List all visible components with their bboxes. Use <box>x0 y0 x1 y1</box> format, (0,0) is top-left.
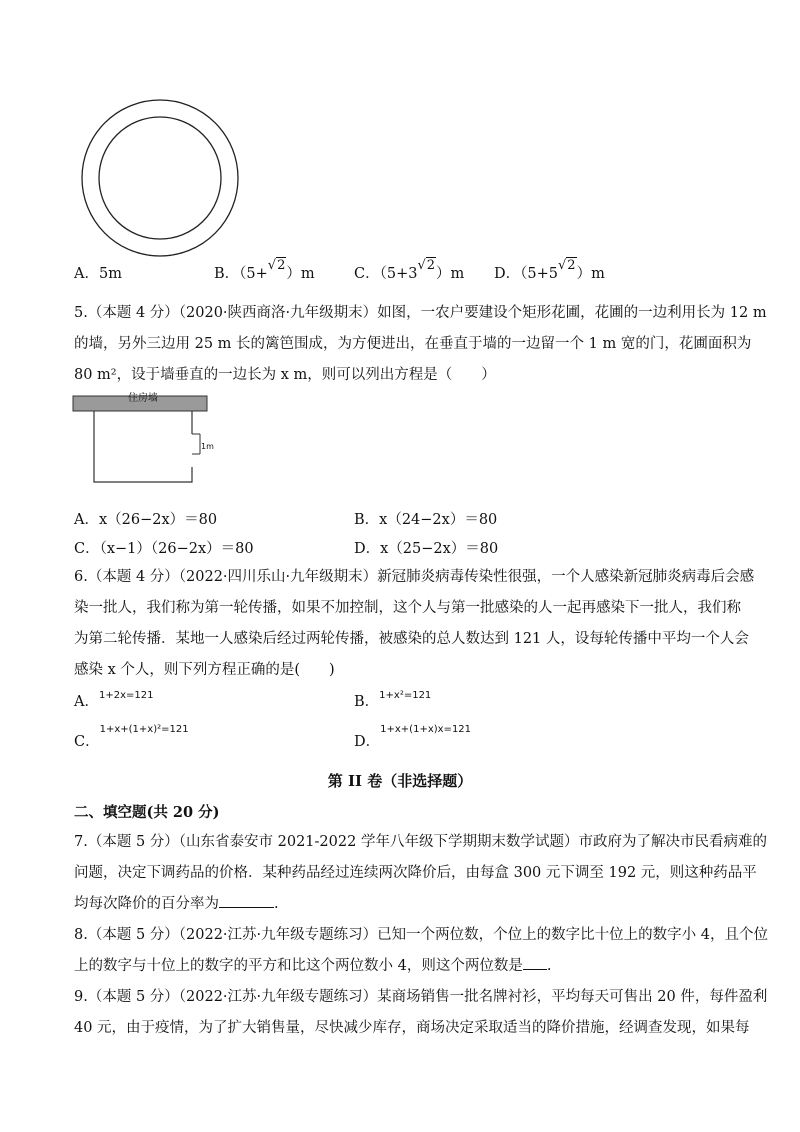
q4-option-b[interactable]: B．（5+√2）m <box>214 258 315 282</box>
q6-option-d[interactable]: D．$^{1+x+(1+x)x=121}$ <box>354 724 472 750</box>
outer-circle <box>82 100 238 256</box>
answer-blank[interactable] <box>219 893 274 908</box>
ring-figure <box>80 98 240 258</box>
wall-label: 住房墙 <box>128 393 158 404</box>
part-2-title: 第 II 卷（非选择题） <box>327 772 473 790</box>
q6-option-b[interactable]: B．$^{1+x^2=121}$ <box>354 690 432 710</box>
q4-option-a[interactable]: A．5m <box>74 266 122 282</box>
q4-option-d[interactable]: D．（5+5√2）m <box>494 258 605 282</box>
q5-option-c[interactable]: C．（x−1）（26−2x）＝80 <box>74 541 254 557</box>
q4-option-c[interactable]: C．（5+3√2）m <box>354 258 465 282</box>
answer-blank[interactable] <box>523 955 547 970</box>
fence-lines <box>94 411 192 482</box>
question-6: 6.（本题 4 分）（2022·四川乐山·九年级期末）新冠肺炎病毒传染性很强，一个人感染新冠肺炎病毒后会感 染一批人，我们称为第一轮传播，如果不加控制，这个人与第一批感染的人一起再感染下一批人，我们称 为第二轮传播．某地一人感染后经过两轮传播，被感染的总人数达到 121 人，设每轮传播中平均一个人会 感染 x 个人，则下列方程正确的是( ) <box>74 569 755 678</box>
question-9: 9.（本题 5 分）（2022·江苏·九年级专题练习）某商场销售一批名牌衬衫，平均每天可售出 20 件，每件盈利 40 元，由于疫情，为了扩大销售量，尽快减少库存，商场决定采取适当的降价措施，经调查发现，如果每 <box>74 989 768 1036</box>
q5-option-a[interactable]: A．x（26−2x）＝80 <box>74 512 218 528</box>
question-8: 8.（本题 5 分）（2022·江苏·九年级专题练习）已知一个两位数，个位上的数字比十位上的数字小 4，且个位 上的数字与十位上的数字的平方和比这个两位数小 4，则这个两位数是 . <box>74 927 768 974</box>
inner-circle <box>99 117 221 239</box>
section-heading: 二、填空题(共 20 分) <box>74 804 220 821</box>
q6-option-a[interactable]: A．$^{1+2x=121}$ <box>74 690 154 710</box>
sqrt-symbol: √2 <box>417 258 436 273</box>
q6-option-c[interactable]: C．$^{1+x+(1+x)^2=121}$ <box>74 724 189 750</box>
garden-figure <box>72 392 212 488</box>
q5-option-d[interactable]: D．x（25−2x）＝80 <box>354 541 499 557</box>
sqrt-symbol: √2 <box>267 258 286 273</box>
question-5: 5.（本题 4 分）（2020·陕西商洛·九年级期末）如图，一农户要建设个矩形花圃，花圃的一边利用长为 12 m 的墙，另外三边用 25 m 长的篱笆围成，为方便进出，在垂直于墙的一边留一个 1 m 宽的门，花圃面积为 80 m²，设于墙垂直的一边长为 x m，则可以列出方程是（ ） <box>74 305 767 383</box>
question-7: 7.（本题 5 分）（山东省泰安市 2021-2022 学年八年级下学期期末数学试题）市政府为了解决市民看病难的 问题，决定下调药品的价格．某种药品经过连续两次降价后，由每盒 300 元下调至 192 元，则这种药品平 均每次降价的百分率为 . <box>74 834 767 912</box>
sqrt-symbol: √2 <box>558 258 576 273</box>
q5-option-b[interactable]: B．x（24−2x）＝80 <box>354 512 498 528</box>
door-label: 1m <box>201 442 214 451</box>
